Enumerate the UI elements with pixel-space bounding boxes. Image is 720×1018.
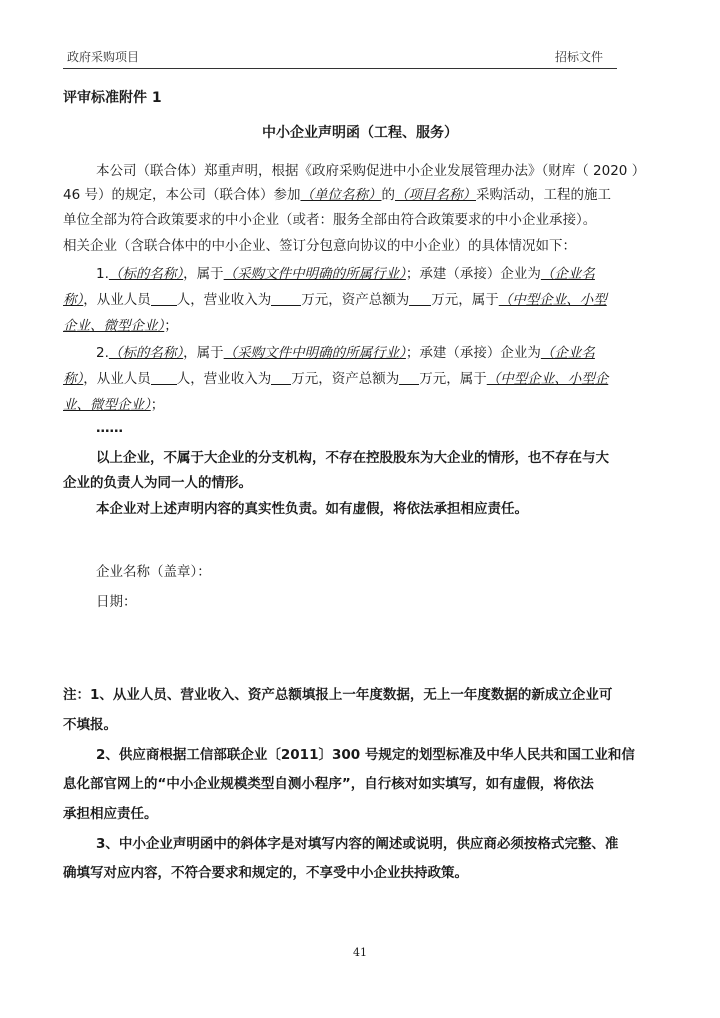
page-title: 中小企业声明函（工程、服务） [262, 125, 458, 141]
unit-name-field: （单位名称） [300, 187, 382, 203]
revenue-blank [271, 291, 301, 306]
company-seal-label: 企业名称（盖章）： [96, 564, 211, 580]
revenue-blank [271, 370, 291, 385]
note-1-line-1: 注：1、从业人员、营业收入、资产总额填报上一年度数据，无上一年度数据的新成立企业可 [63, 687, 613, 703]
item-1-industry: （采购文件中明确的所属行业） [223, 266, 406, 282]
ellipsis: …… [96, 420, 123, 436]
note-2-line-2: 息化部官网上的“中小企业规模类型自测小程序”，自行核对如实填写，如有虚假，将依法 [63, 776, 594, 792]
item-1-subject: （标的名称） [108, 266, 184, 282]
item-2-line-3: 业、微型企业）； [63, 397, 165, 413]
intro-line-1: 本公司（联合体）郑重声明，根据《政府采购促进中小企业发展管理办法》（财库（ 2020 ） [96, 163, 646, 179]
intro-line-2: 46 号）的规定，本公司（联合体）参加（单位名称）的（项目名称）采购活动，工程的施工 [63, 187, 611, 203]
page-number: 41 [353, 946, 367, 959]
item-2-line-2: 称），从业人员 人，营业收入为 万元，资产总额为 万元，属于（中型企业、小型企 [63, 371, 609, 387]
item-1-line-3: 企业、微型企业）； [63, 318, 178, 334]
attachment-label: 评审标准附件 1 [63, 90, 162, 106]
employee-count-blank [151, 370, 177, 385]
item-2-line-1: 2.（标的名称），属于（采购文件中明确的所属行业）；承建（承接）企业为（企业名 [96, 345, 595, 361]
header-doc-type: 招标文件 [554, 50, 603, 64]
note-3-line-1: 3、中小企业声明函中的斜体字是对填写内容的阐述或说明，供应商必须按格式完整、准 [96, 836, 619, 852]
employee-count-blank [151, 291, 177, 306]
note-2-line-1: 2、供应商根据工信部联企业〔2011〕300 号规定的划型标准及中华人民共和国工业和信 [96, 747, 635, 763]
note-2-line-3: 承担相应责任。 [63, 806, 158, 822]
intro-line-3: 单位全部为符合政策要求的中小企业（或者：服务全部由符合政策要求的中小企业承接）。 [63, 212, 597, 228]
assets-blank [399, 370, 419, 385]
statement-2: 本企业对上述声明内容的真实性负责。如有虚假，将依法承担相应责任。 [96, 501, 528, 517]
note-1-line-2: 不填报。 [63, 717, 117, 733]
statement-1-line-2: 企业的负责人为同一人的情形。 [63, 475, 252, 491]
note-3-line-2: 确填写对应内容，不符合要求和规定的，不享受中小企业扶持政策。 [63, 865, 468, 881]
item-1-line-2: 称），从业人员 人，营业收入为 万元，资产总额为 万元，属于（中型企业、小型 [63, 292, 607, 308]
item-1-line-1: 1.（标的名称），属于（采购文件中明确的所属行业）；承建（承接）企业为（企业名 [96, 266, 595, 282]
page-header [63, 46, 617, 69]
item-2-industry: （采购文件中明确的所属行业） [223, 345, 406, 361]
intro-line-4: 相关企业（含联合体中的中小企业、签订分包意向协议的中小企业）的具体情况如下： [63, 238, 576, 254]
item-2-subject: （标的名称） [108, 345, 184, 361]
date-label: 日期： [96, 594, 137, 610]
assets-blank [409, 291, 431, 306]
header-project-type: 政府采购项目 [67, 50, 140, 64]
project-name-field: （项目名称） [394, 187, 476, 203]
statement-1-line-1: 以上企业，不属于大企业的分支机构，不存在控股股东为大企业的情形，也不存在与大 [96, 450, 609, 466]
